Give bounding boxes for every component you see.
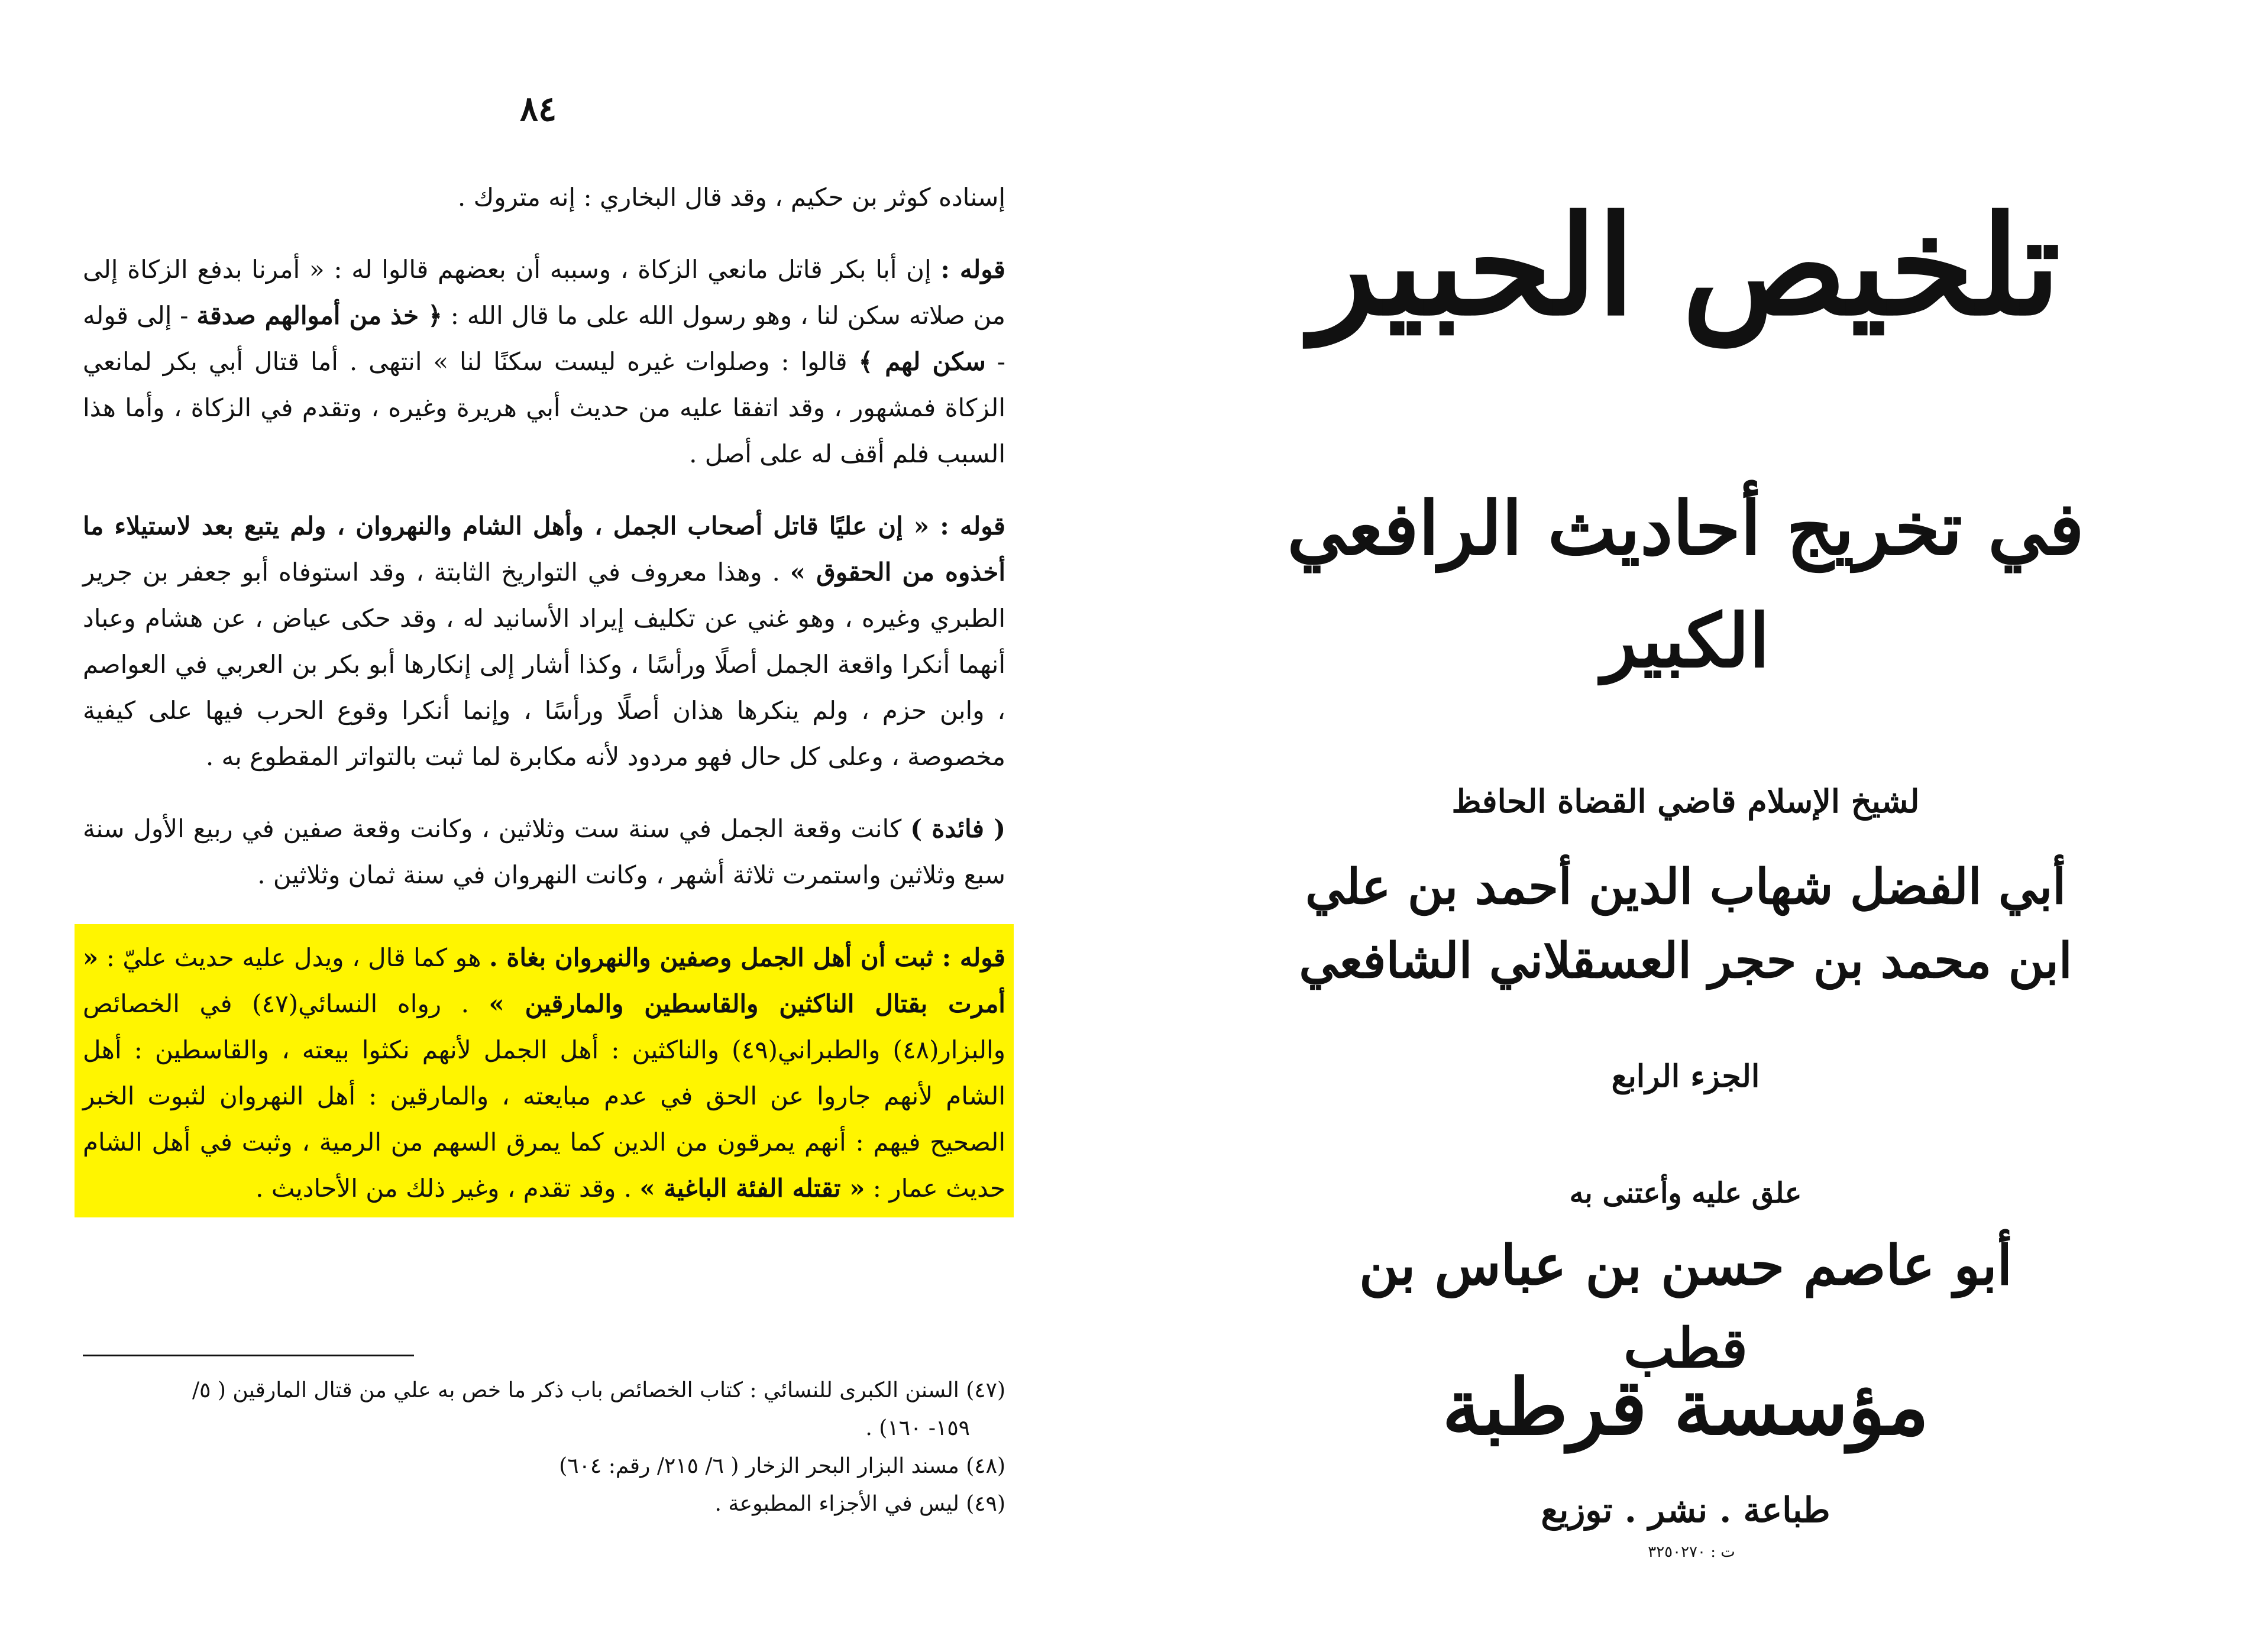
- footnote-48: (٤٨) مسند البزار البحر الزخار ( ٦/ ٢١٥/ رقم: ٦٠٤): [559, 1454, 1005, 1478]
- paragraph-text: قالوا : وصلوات غيره ليست سكنًا لنا » انتهى . أما قتال أبي بكر لمانعي الزكاة فمشهور ، وقد اتفقا عليه من حديث أبي هريرة وغيره ، وتقدم في الزكاة ، وأما هذا السبب فلم أقف له على أصل .: [83, 347, 1005, 468]
- paragraph-isnad: [83, 174, 1005, 221]
- footnotes: [83, 1372, 1005, 1523]
- paragraph-ali: [83, 503, 1005, 780]
- footnote-49: (٤٩) ليس في الأجزاء المطبوعة .: [714, 1492, 1005, 1516]
- text-page: [0, 0, 1124, 1652]
- paragraph-text: هو كما قال ، ويدل عليه حديث عليّ :: [98, 943, 489, 972]
- paragraph-text: إن أبا بكر قاتل مانعي الزكاة ، وسببه أن بعضهم قالوا له : « أمرنا بدفع الزكاة إلى من صلاته سكن لنا ، وهو رسول الله على ما قال الله :: [83, 255, 1005, 330]
- paragraph-zakat: [83, 247, 1005, 477]
- title-page: [1124, 0, 2251, 1652]
- hadith-quote: « تقتله الفئة الباغية »: [639, 1174, 865, 1203]
- paragraph-text: - إلى قوله -: [83, 301, 1005, 376]
- paragraph-text: كانت وقعة الجمل في سنة ست وثلاثين ، وكانت وقعة صفين في ربيع الأول سنة سبع وثلاثين واستمرت ثلاثة أشهر ، وكانت النهروان في سنة ثمان وثلاثين .: [83, 814, 1005, 889]
- lead-phrase: قوله :: [940, 255, 1005, 284]
- editor-intro: علق عليه وأعتنى به: [1569, 1177, 1802, 1210]
- footnote-47: (٤٧) السنن الكبرى للنسائي : كتاب الخصائص باب ذكر ما خص به علي من قتال المارقين ( ٥/: [192, 1378, 1005, 1402]
- editor-name: أبو عاصم حسن بن عباس بن قطب: [1359, 1233, 2013, 1380]
- publisher-logo: مؤسسة قرطبة: [1442, 1362, 1929, 1452]
- author-intro: لشيخ الإسلام قاضي القضاة الحافظ: [1451, 782, 1920, 820]
- paragraph-bughat: [83, 935, 1005, 1212]
- lead-phrase: ( فائدة ): [910, 814, 1005, 843]
- book-subtitle: في تخريج أحاديث الرافعي الكبير: [1287, 486, 2084, 684]
- highlighted-passage: [75, 924, 1014, 1217]
- quran-quote: سكن لهم ﴾: [858, 347, 986, 376]
- volume-label: الجزء الرابع: [1611, 1058, 1760, 1094]
- lead-phrase: قوله : ثبت أن أهل الجمل وصفين والنهروان بغاة .: [489, 943, 1005, 972]
- page-number: ٨٤: [519, 89, 557, 129]
- author-name-line-1: أبي الفضل شهاب الدين أحمد بن علي: [1305, 859, 2066, 915]
- book-title: تلخيص الحبير: [1310, 186, 2061, 346]
- paragraph-text: . وهذا معروف في التواريخ الثابتة ، وقد استوفاه أبو جعفر بن جرير الطبري وغيره ، وهو غني عن تكليف إيراد الأسانيد له ، وقد حكى عياض ، عن هشام وعباد أنهما أنكرا واقعة الجمل أصلًا ورأسًا ، وكذا أشار إلى إنكارها أبو بكر بن العربي في العواصم ، وابن حزم ، ولم ينكرها هذان أصلًا ورأسًا ، وإنما أنكرا وقوع الحرب فيها على كيفية مخصوصة ، وعلى كل حال فهو مردود لأنه مكابرة لما ثبت بالتواتر المقطوع به .: [83, 558, 1005, 771]
- paragraph-text: . وقد تقدم ، وغير ذلك من الأحاديث .: [255, 1174, 640, 1203]
- publisher-phone: ت : ٣٢٥٠٢٧٠: [1648, 1543, 1735, 1561]
- paragraph-text: إسناده كوثر بن حكيم ، وقد قال البخاري : إنه متروك .: [457, 183, 1005, 212]
- footnote-47-continued: ١٥٩- ١٦٠) .: [865, 1416, 970, 1440]
- lead-phrase: قوله : « إن عليًا قاتل أصحاب الجمل ، وأهل الشام والنهروان ، ولم يتبع بعد لاستيلاء ما أخذوه من الحقوق »: [83, 511, 1005, 587]
- quran-quote: ﴿ خذ من أموالهم صدقة: [196, 301, 442, 330]
- publisher-tagline: طباعة . نشر . توزيع: [1541, 1490, 1830, 1530]
- hadith-quote: « أمرت بقتال الناكثين والقاسطين والمارقين »: [83, 943, 1005, 1018]
- paragraph-faida: [83, 806, 1005, 898]
- footnote-divider: [83, 1355, 414, 1356]
- main-text: [83, 174, 1005, 1217]
- paragraph-text: . رواه النسائي(٤٧) في الخصائص والبزار(٤٨) والطبراني(٤٩) والناكثين : أهل الجمل لأنهم نكثوا بيعته ، والقاسطين : أهل الشام لأنهم جاروا عن الحق في عدم مبايعته ، والمارقين : أهل النهروان لثبوت الخبر الصحيح فيهم : أنهم يمرقون من الدين كما يمرق السهم من الرمية ، وثبت في أهل الشام حديث عمار :: [83, 989, 1005, 1203]
- author-name-line-2: ابن محمد بن حجر العسقلاني الشافعي: [1299, 932, 2072, 989]
